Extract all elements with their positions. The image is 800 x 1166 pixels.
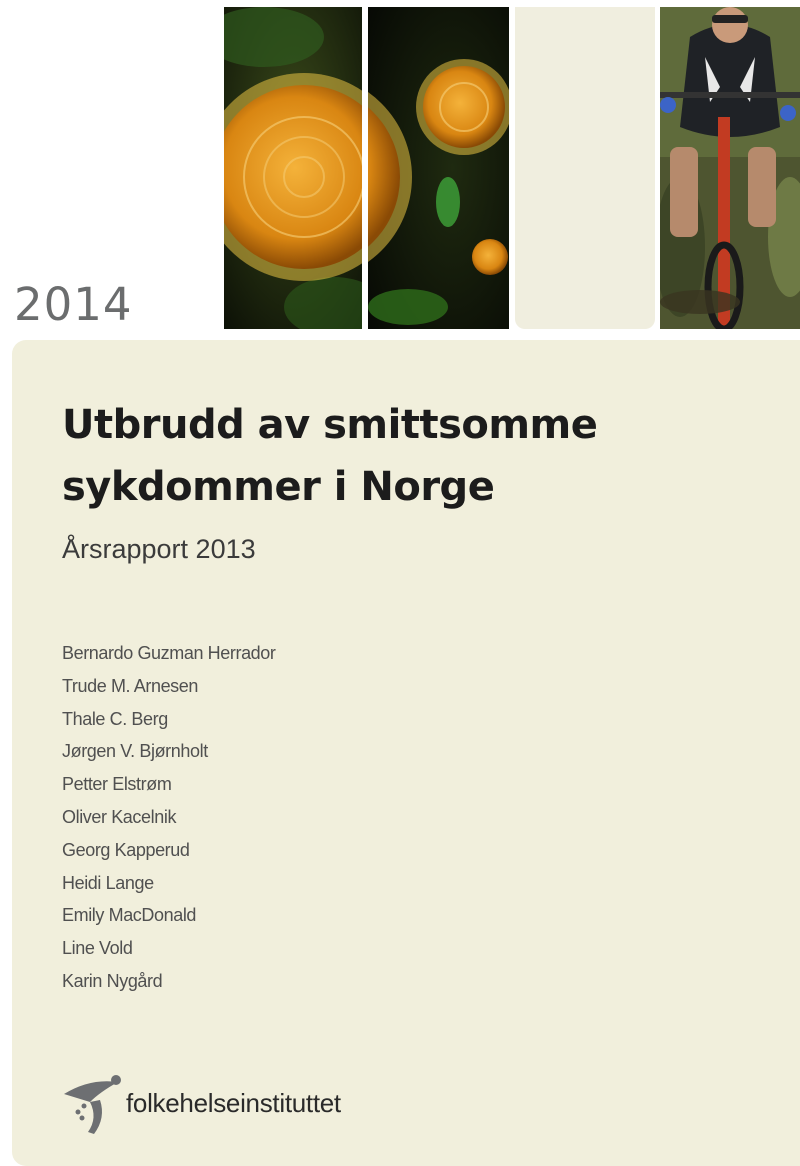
report-subtitle: Årsrapport 2013: [62, 534, 256, 564]
author-list: [62, 638, 276, 999]
virus-photo-right-panel: [368, 7, 509, 329]
virus-photo-left-panel: [224, 7, 362, 329]
fhi-logo-icon: [60, 1072, 126, 1138]
author-name: Oliver Kacelnik: [62, 806, 177, 827]
author-name: Petter Elstrøm: [62, 774, 172, 795]
author-name: Line Vold: [62, 938, 133, 959]
blank-panel: [515, 7, 655, 329]
author-name: Karin Nygård: [62, 970, 163, 991]
author-name: Heidi Lange: [62, 872, 154, 893]
author-name: Jørgen V. Bjørnholt: [62, 741, 208, 762]
cover-year: 2014: [14, 278, 133, 331]
report-title: [62, 394, 762, 518]
author-name: Emily MacDonald: [62, 905, 197, 926]
report-title-line-2: sykdommer i Norge: [62, 464, 495, 510]
mountain-biker-photo: [660, 7, 800, 329]
author-name: Thale C. Berg: [62, 708, 168, 729]
author-name: Trude M. Arnesen: [62, 675, 199, 696]
report-title-line-1: Utbrudd av smittsomme: [62, 402, 598, 448]
author-name: Bernardo Guzman Herrador: [62, 643, 276, 663]
author-name: Georg Kapperud: [62, 839, 190, 860]
publisher-name: folkehelseinstituttet: [126, 1088, 341, 1118]
